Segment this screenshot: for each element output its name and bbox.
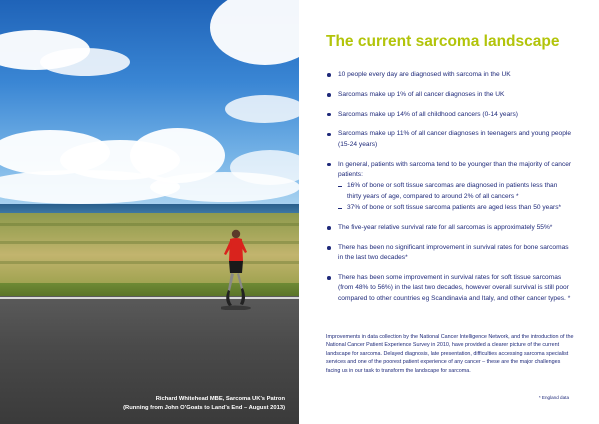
field-stripe bbox=[0, 261, 299, 264]
runner-photo bbox=[0, 0, 299, 424]
fact-item: 10 people every day are diagnosed with sarcoma in the UK bbox=[326, 70, 572, 80]
fact-item: The five-year relative survival rate for all sarcomas is approximately 55%* bbox=[326, 223, 572, 233]
footnote: * England data bbox=[538, 395, 569, 400]
field-stripe bbox=[0, 223, 299, 226]
fact-item-with-sublist bbox=[326, 160, 572, 214]
fact-item-text: In general, patients with sarcoma tend to be younger than the majority of cancer patients: bbox=[338, 160, 572, 178]
fact-item: There has been some improvement in survival rates for soft tissue sarcomas (from 48% to 56%) in the last two decades, however overall survival is still poor compared to other countries eg Scandinavia and Italy, and other cancer types. * bbox=[326, 273, 572, 304]
fact-sublist bbox=[338, 181, 572, 213]
cloud bbox=[225, 95, 299, 123]
sub-fact-item: 37% of bone or soft tissue sarcoma patients are aged less than 50 years* bbox=[338, 203, 572, 213]
sub-fact-item: 16% of bone or soft tissue sarcomas are diagnosed in patients less than thirty years of age, compared to around 2% of all cancers * bbox=[338, 181, 572, 202]
grass-verge bbox=[0, 283, 299, 297]
fact-item: There has been no significant improvement in survival rates for bone sarcomas in the last two decades* bbox=[326, 243, 572, 264]
page-title: The current sarcoma landscape bbox=[326, 33, 560, 50]
facts-list bbox=[326, 70, 572, 314]
fact-item: Sarcomas make up 14% of all childhood cancers (0-14 years) bbox=[326, 110, 572, 120]
fact-item: Sarcomas make up 11% of all cancer diagnoses in teenagers and young people (15-24 years) bbox=[326, 129, 572, 150]
caption-line-2: (Running from John O’Goats to Land’s End – August 2013) bbox=[123, 405, 285, 411]
runner-figure bbox=[221, 228, 251, 310]
field-stripe bbox=[0, 241, 299, 244]
summary-paragraph: Improvements in data collection by the National Cancer Intelligence Network, and the introduction of the National Cancer Patient Experience Survey in 2010, have provided a clearer picture of the current landscape for sarcoma. Delayed diagnosis, late presentation, difficulties accessing sarcoma specialist services and one of the poorest patient experience of any cancer – these are the major challenges facing us in our task to transform the landscape for sarcoma. bbox=[326, 334, 574, 374]
field bbox=[0, 213, 299, 289]
cloud bbox=[40, 48, 130, 76]
road-edge-line bbox=[0, 297, 299, 299]
fact-item: Sarcomas make up 1% of all cancer diagnoses in the UK bbox=[326, 90, 572, 100]
photo-caption bbox=[123, 395, 285, 413]
caption-line-1: Richard Whitehead MBE, Sarcoma UK’s Patron bbox=[155, 396, 285, 402]
